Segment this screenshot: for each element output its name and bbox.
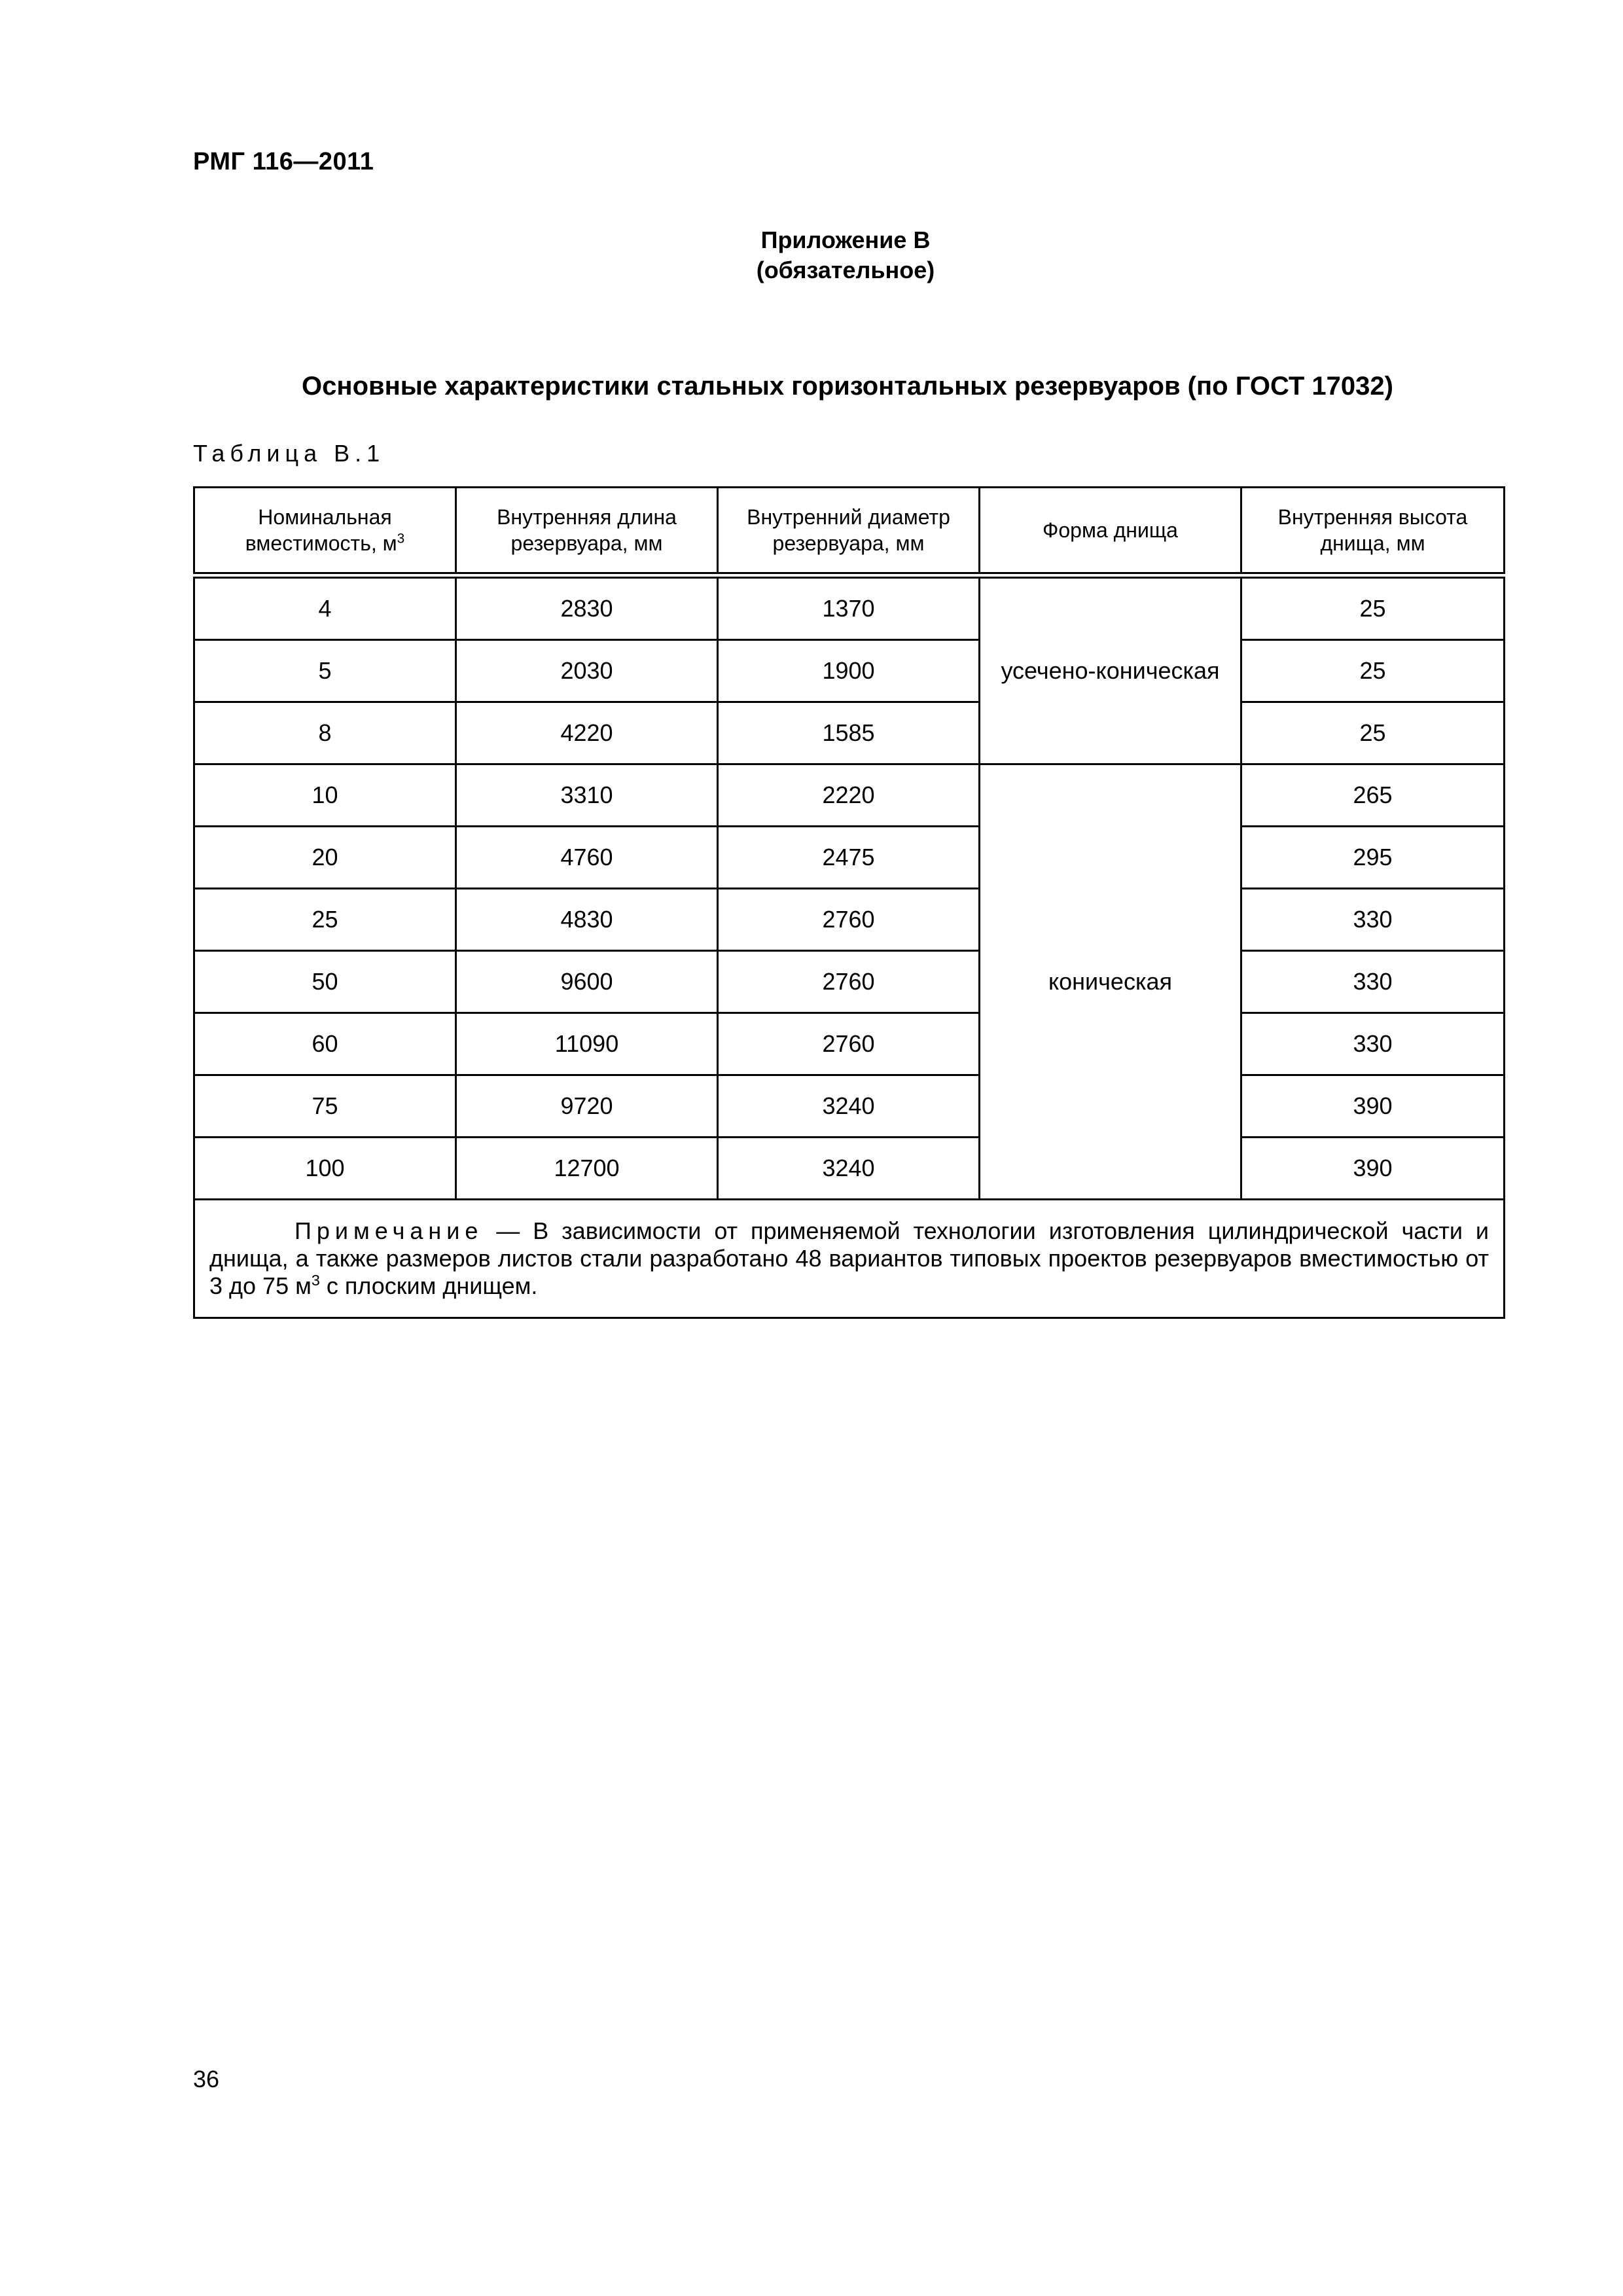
- table-row: [194, 575, 1505, 640]
- main-title: Основные характеристики стальных горизонтальных резервуаров (по ГОСТ 17032): [302, 372, 1393, 401]
- note-sup: 3: [311, 1272, 320, 1289]
- header-diameter: Внутренний диаметр резервуара, мм: [718, 488, 980, 576]
- cell-height: 330: [1241, 889, 1505, 951]
- table-header-row: [194, 488, 1505, 576]
- cell-height: 295: [1241, 827, 1505, 889]
- cell-shape-group: коническая: [980, 764, 1241, 1200]
- table-row: [194, 1075, 1505, 1138]
- note-text-end: с плоским днищем.: [319, 1272, 538, 1299]
- cell-shape-group: усечено-коническая: [980, 575, 1241, 764]
- table-row: [194, 827, 1505, 889]
- cell-diameter: 1370: [718, 575, 980, 640]
- note-text: — В зависимости от применяемой технологии изготовления цилиндрической части и днища, а также размеров листов стали разработано 48 вариантов типовых проектов резервуаров вместимостью от 3 до 75 м: [209, 1217, 1489, 1299]
- cell-height: 265: [1241, 764, 1505, 827]
- header-shape: Форма днища: [980, 488, 1241, 576]
- cell-capacity: 20: [194, 827, 456, 889]
- tank-characteristics-table: [193, 486, 1505, 1319]
- cell-capacity: 10: [194, 764, 456, 827]
- table-note-row: [194, 1200, 1505, 1318]
- cell-length: 2830: [456, 575, 718, 640]
- cell-capacity: 5: [194, 640, 456, 702]
- cell-capacity: 8: [194, 702, 456, 764]
- table-row: [194, 764, 1505, 827]
- cell-diameter: 2760: [718, 951, 980, 1013]
- cell-length: 4760: [456, 827, 718, 889]
- appendix-title: Приложение В: [760, 226, 931, 253]
- cell-capacity: 75: [194, 1075, 456, 1138]
- cell-height: 330: [1241, 951, 1505, 1013]
- cell-diameter: 1900: [718, 640, 980, 702]
- cell-height: 25: [1241, 640, 1505, 702]
- cell-height: 390: [1241, 1138, 1505, 1200]
- table-row: [194, 1013, 1505, 1075]
- table-note: [194, 1200, 1505, 1318]
- table-label: Таблица В.1: [193, 440, 385, 467]
- cell-height: 390: [1241, 1075, 1505, 1138]
- table-row: [194, 889, 1505, 951]
- table-row: [194, 1138, 1505, 1200]
- cell-length: 4830: [456, 889, 718, 951]
- note-label: Примечание: [294, 1217, 484, 1244]
- cell-diameter: 3240: [718, 1075, 980, 1138]
- cell-length: 9720: [456, 1075, 718, 1138]
- cell-capacity: 25: [194, 889, 456, 951]
- table-row: [194, 702, 1505, 764]
- header-length: Внутренняя длина резервуара, мм: [456, 488, 718, 576]
- cell-length: 3310: [456, 764, 718, 827]
- document-code: РМГ 116—2011: [193, 148, 374, 175]
- appendix-heading: [715, 225, 976, 285]
- cell-capacity: 60: [194, 1013, 456, 1075]
- cell-capacity: 100: [194, 1138, 456, 1200]
- appendix-status: (обязательное): [756, 257, 935, 283]
- cell-capacity: 50: [194, 951, 456, 1013]
- header-capacity: Номинальная вместимость, $м^3$: [194, 488, 456, 576]
- cell-length: 11090: [456, 1013, 718, 1075]
- table-row: [194, 951, 1505, 1013]
- cell-height: 25: [1241, 575, 1505, 640]
- cell-length: 4220: [456, 702, 718, 764]
- cell-diameter: 2760: [718, 1013, 980, 1075]
- cell-length: 9600: [456, 951, 718, 1013]
- table-row: [194, 640, 1505, 702]
- header-height: Внутренняя высота днища, мм: [1241, 488, 1505, 576]
- cell-diameter: 1585: [718, 702, 980, 764]
- cell-length: 2030: [456, 640, 718, 702]
- cell-height: 25: [1241, 702, 1505, 764]
- cell-diameter: 3240: [718, 1138, 980, 1200]
- cell-capacity: 4: [194, 575, 456, 640]
- page-number: 36: [193, 2066, 220, 2092]
- cell-diameter: 2220: [718, 764, 980, 827]
- cell-diameter: 2475: [718, 827, 980, 889]
- cell-length: 12700: [456, 1138, 718, 1200]
- cell-diameter: 2760: [718, 889, 980, 951]
- cell-height: 330: [1241, 1013, 1505, 1075]
